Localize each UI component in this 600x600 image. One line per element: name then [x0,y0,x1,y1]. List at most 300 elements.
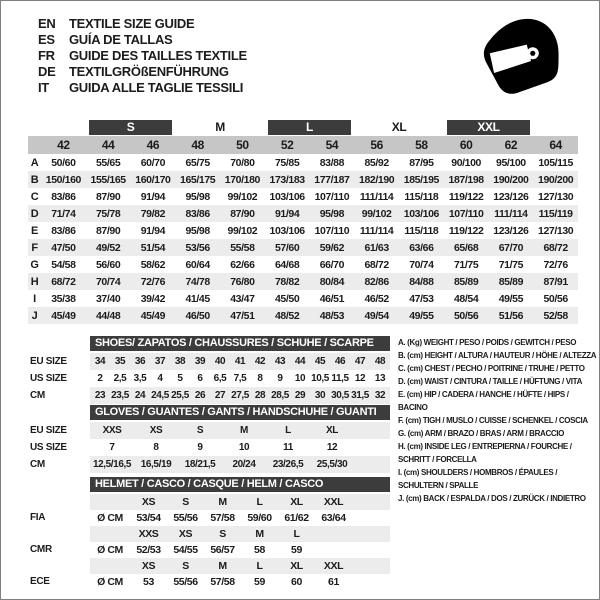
measure-cell: 70/80 [230,156,255,169]
measure-cell: 87/90 [95,190,121,203]
gloves-cell: 9 [197,442,203,453]
measure-cell: 75/85 [274,156,300,169]
language-row-en [38,16,247,32]
measure-cell: 68/72 [364,258,389,271]
shoes-cell: 38 [174,356,186,367]
legend-item: B. (cm) HEIGHT / ALTURA / HAUTEUR / HÖHE / ALTEZZA [398,351,597,360]
measure-cell: 107/110 [448,207,484,220]
helmet-cell: S [182,496,189,508]
measure-cell: 182/190 [359,173,395,186]
language-row-de [38,64,247,80]
measure-cell: 50/56 [543,292,568,305]
measure-cell: 60/70 [140,156,166,169]
measure-cell: 68/72 [51,275,76,288]
shoes-cell: 35 [114,356,126,367]
helmet-cell: XL [290,560,303,572]
filler-cell [352,494,390,510]
shoes-cell: 47 [354,356,366,367]
measure-cell: 50/60 [51,156,76,169]
shoes-cell: 13 [374,373,386,384]
measure-cell: 85/89 [453,275,479,288]
gloves-row [90,456,390,473]
measure-cell: 46/52 [364,292,389,305]
shoes-cell: 41 [234,356,246,367]
filler-cell [352,510,390,526]
diameter-cm-label: Ø CM [97,576,123,588]
shoes-cell: 3,5 [133,373,147,384]
shoes-row-label: EU SIZE [30,356,67,367]
measure-cell: 127/130 [538,224,574,237]
measure-cell: 127/130 [538,190,574,203]
gloves-cell: 16,5/19 [140,459,172,470]
measure-cell: 107/110 [314,224,350,237]
row-letter: A [30,156,39,169]
helmet-cell: 54/55 [173,544,198,556]
size-header-cell: 62 [504,138,518,152]
size-group-cell [444,120,534,136]
row-letter: C [30,190,39,203]
helmet-row-label [30,526,90,542]
shoes-cell: 5 [177,373,183,384]
measure-cell: 44/48 [95,309,121,322]
measure-cell: 185/195 [403,173,439,186]
filler-cell [354,422,390,439]
helmet-cell: 60 [291,576,302,588]
shoes-cell: 36 [134,356,146,367]
measure-cell: 67/70 [498,241,524,254]
helmet-cell: 59 [254,576,265,588]
measure-cell: 84/88 [409,275,434,288]
measure-cell: 45/49 [51,309,76,322]
measure-cell: 72/76 [543,258,568,271]
shoes-cell: 11,5 [331,373,349,384]
row-letter: E [31,224,38,237]
helmet-cell: 52/53 [136,544,161,556]
shoes-cell: 26 [194,390,206,401]
measure-cell: 51/56 [498,309,524,322]
measure-cell: 71/74 [51,207,76,220]
shoes-cell: 28,5 [271,390,289,401]
measure-cell: 58/62 [140,258,166,271]
measure-cell: 103/106 [269,224,305,237]
measure-cell: 59/62 [319,241,345,254]
helmet-cell: L [256,560,263,572]
measure-cell: 62/66 [230,258,255,271]
size-header-cell: 46 [146,138,160,152]
measure-cell: 85/92 [364,156,389,169]
shoes-row [90,387,390,404]
measure-cell: 87/91 [543,275,568,288]
shoes-section [30,336,390,404]
language-row-es [38,32,247,48]
size-header-cell: 58 [415,138,428,152]
size-header-cell: 56 [370,138,383,152]
helmet-cell: L [256,496,263,508]
size-group-cell [265,120,355,136]
measure-row-e [28,222,578,239]
gloves-cell: XXS [102,425,122,436]
shoes-cell: 40 [214,356,226,367]
helmet-row [90,510,390,526]
measure-cell: 85/89 [498,275,524,288]
helmet-row-label: CMR [30,544,52,555]
helmet-cell: XS [141,560,156,572]
gloves-cell: 7 [109,442,115,453]
helmet-row-labels [30,477,90,590]
shoes-cell: 23 [94,390,106,401]
measure-row-g [28,256,578,273]
gloves-cell: 11 [283,442,293,453]
measure-cell: 41/45 [185,292,210,305]
filler-cell [352,574,390,590]
measure-cell: 52/58 [543,309,568,322]
measure-cell: 49/55 [498,292,524,305]
size-group-label-xl: XL [391,120,407,134]
textile-size-table [28,120,578,324]
shoes-cell: 6,5 [213,373,227,384]
helmet-cell: 57/58 [210,576,235,588]
helmet-row [90,494,390,510]
gloves-row [90,422,390,439]
shoes-cell: 7,5 [233,373,247,384]
measure-row-a [28,154,578,171]
measure-cell: 47/53 [409,292,434,305]
size-group-label-m: M [215,120,225,134]
helmet-cell: 61 [328,576,339,588]
legend-item: I. (cm) SHOULDERS / HOMBROS / ÉPAULES / SCHULTERN / SPALLE [398,468,558,490]
measure-cell: 111/114 [359,190,394,203]
measure-cell: 187/198 [448,173,484,186]
measure-cell: 68/72 [543,241,568,254]
helmet-cell: XXL [323,560,344,572]
measure-cell: 123/126 [493,190,529,203]
shoes-cell: 45 [314,356,326,367]
measure-cell: 83/86 [185,207,210,220]
row-letter: J [31,309,38,322]
measure-cell: 55/58 [230,241,255,254]
gloves-cell: 18/21,5 [184,459,216,470]
helmet-cell: 56/57 [210,544,235,556]
row-letter: D [30,207,39,220]
helmet-cell [315,542,352,558]
shoes-row [90,370,390,387]
row-letter: H [30,275,39,288]
gloves-cell: 10 [238,442,250,453]
measure-cell: 35/38 [51,292,76,305]
measure-cell: 83/88 [319,156,345,169]
helmet-section [30,477,390,590]
measure-cell: 39/42 [140,292,166,305]
legend-item: J. (cm) BACK / ESPALDA / DOS / ZURÜCK / INDIETRO [398,494,586,503]
shoes-cell: 24,5 [151,390,169,401]
helmet-cell: L [293,528,300,540]
measure-cell: 50/56 [453,309,479,322]
measure-cell: 49/52 [95,241,121,254]
shoes-cell: 46 [334,356,346,367]
gloves-cell: 23/26,5 [272,459,304,470]
measure-cell: 95/98 [185,224,210,237]
helmet-row-label: ECE [30,576,50,587]
language-title: GUIDE DES TAILLES TEXTILE [69,48,247,63]
measure-cell: 61/63 [364,241,389,254]
measure-row-d [28,205,578,222]
helmet-icon [476,12,562,98]
size-header-cell: 54 [325,138,339,152]
measure-cell: 46/51 [319,292,345,305]
helmet-cell: S [219,528,226,540]
shoes-cell: 12 [354,373,366,384]
gloves-row-label: CM [30,459,45,470]
measure-cell: 91/94 [140,190,166,203]
shoes-cell: 25,5 [171,390,189,401]
gloves-cell: L [285,425,291,436]
legend-item: H. (cm) INSIDE LEG / ENTREPIERNA / FOURCHE / SCHRITT / FORCELLA [398,442,572,464]
shoes-cell: 2,5 [113,373,127,384]
measure-cell: 53/56 [185,241,210,254]
measure-row-i [28,290,578,307]
shoes-cell: 39 [194,356,206,367]
size-group-label-l: L [268,120,352,135]
measure-cell: 95/98 [319,207,345,220]
helmet-section-title: HELMET / CASCO / CASQUE / HELM / CASCO [90,477,390,492]
legend-list [398,336,598,505]
legend-item: D. (cm) WAIST / CINTURA / TAILLE / HÜFTUNG / VITA [398,377,583,386]
measure-cell: 115/119 [538,207,573,220]
helmet-row [90,526,390,542]
measure-cell: 43/47 [230,292,255,305]
measure-cell: 103/106 [403,207,439,220]
diameter-cm-label: Ø CM [97,512,123,524]
diameter-cm-label: Ø CM [97,544,123,556]
gloves-cell: XS [149,425,163,436]
measure-cell: 64/68 [274,258,300,271]
diameter-cm-label [90,494,130,510]
measure-cell: 111/114 [494,207,528,220]
measure-cell: 75/78 [95,207,121,220]
measure-cell: 99/102 [227,190,258,203]
helmet-cell: 53/54 [136,512,161,524]
shoes-row-labels [30,336,90,404]
shoes-cell: 6 [197,373,203,384]
measure-cell: 51/54 [140,241,166,254]
shoes-cell: 8 [257,373,263,384]
measure-cell: 78/82 [274,275,300,288]
gloves-cell: M [240,425,248,436]
helmet-table [90,494,390,590]
measure-cell: 56/60 [95,258,121,271]
helmet-cell: 53 [143,576,154,588]
measure-cell: 123/126 [493,224,529,237]
shoes-cell: 28 [254,390,266,401]
language-code: DE [38,64,56,79]
measure-cell: 119/122 [448,190,484,203]
gloves-section-title: GLOVES / GUANTES / GANTS / HANDSCHUHE / GUANTI [90,405,390,420]
gloves-cell: 12,5/16,5 [92,459,132,470]
gloves-cell: S [196,425,204,436]
language-title: GUÍA DE TALLAS [69,32,173,47]
measure-cell: 82/86 [364,275,389,288]
shoes-section-title: SHOES/ ZAPATOS / CHAUSSURES / SCHUHE / SCARPE [90,336,390,351]
measure-cell: 76/80 [230,275,255,288]
gloves-table [90,422,390,473]
gloves-row-label: US SIZE [30,442,67,453]
shoes-table [90,353,390,404]
measure-cell: 63/66 [409,241,434,254]
legend-item: C. (cm) CHEST / PECHO / POITRINE / TRUHE / PETTO [398,364,585,373]
shoes-cell: 27,5 [231,390,249,401]
shoes-cell: 31,5 [351,390,369,401]
measure-cell: 99/102 [227,224,258,237]
measure-cell: 87/90 [230,207,255,220]
size-header-cell: 52 [280,138,294,152]
size-header-cell: 64 [549,138,562,152]
shoes-cell: 24 [134,390,146,401]
size-group-label-s: S [89,120,173,135]
helmet-cell: 55/56 [173,512,198,524]
measure-cell: 70/74 [409,258,434,271]
language-code: FR [38,48,55,63]
measure-cell: 72/76 [140,275,166,288]
measure-row-b [28,171,578,188]
language-row-it [38,80,247,96]
gloves-section [30,405,390,473]
measure-cell: 103/106 [269,190,305,203]
measure-cell: 71/75 [498,258,524,271]
size-group-row [28,120,578,136]
legend-item: E. (cm) HIP / CADERA / HANCHE / HÜFTE / HIPS / BACINO [398,390,569,412]
legend-item: G. (cm) ARM / BRAZO / BRAS / ARM / BRACCIO [398,429,565,438]
measure-cell: 48/54 [453,292,479,305]
row-letter: F [31,241,38,254]
language-code: ES [38,32,55,47]
helmet-cell: XS [141,496,156,508]
measure-cell: 87/95 [409,156,434,169]
measure-cell: 57/60 [274,241,300,254]
measure-cell: 119/122 [448,224,484,237]
shoes-cell: 43 [274,356,286,367]
measure-cell: 47/51 [230,309,255,322]
measure-cell: 190/200 [493,173,529,186]
row-letter: G [30,258,39,271]
measure-cell: 115/118 [404,190,439,203]
measure-cell: 60/64 [185,258,210,271]
measure-cell: 155/165 [90,173,126,186]
measure-cell: 37/40 [95,292,121,305]
measure-cell: 65/68 [453,241,479,254]
measure-cell: 107/110 [314,190,350,203]
measure-row-c [28,188,578,205]
group-spacer [28,120,86,136]
shoes-cell: 10,5 [311,373,329,384]
measure-cell: 177/187 [314,173,350,186]
helmet-cell: XL [290,496,303,508]
shoes-cell: 23,5 [111,390,129,401]
filler-cell [352,542,390,558]
measure-cell: 95/100 [496,156,526,169]
language-title: TEXTILGRÖßENFÜHRUNG [69,64,229,79]
measure-cell: 105/115 [538,156,573,169]
measure-row-h [28,273,578,290]
filler-cell [352,526,390,542]
measure-cell: 150/160 [45,173,81,186]
gloves-row-labels [30,405,90,473]
measure-row-j [28,307,578,324]
size-group-cell [175,120,265,136]
gloves-cell: 12 [326,442,338,453]
helmet-cell: XXS [138,528,159,540]
legend-item: F. (cm) TIGH / MUSLO / CUISSE / SCHENKEL / COSCIA [398,416,588,425]
legend-item: A. (Kg) WEIGHT / PESO / POIDS / GEWITCH / PESO [398,338,577,347]
measure-cell: 173/183 [269,173,305,186]
helmet-cell: XXL [323,496,344,508]
row-letter: B [30,173,39,186]
helmet-cell: 58 [254,544,265,556]
size-group-cell [86,120,176,136]
measure-cell: 190/200 [538,173,574,186]
size-header-cell: 50 [236,138,249,152]
helmet-cell: M [218,496,227,508]
measure-cell: 55/65 [95,156,121,169]
measure-cell: 99/102 [361,207,392,220]
language-header [38,16,247,96]
measure-cell: 54/58 [51,258,76,271]
helmet-cell: 61/62 [284,512,309,524]
diameter-cm-label [90,526,130,542]
measure-cell: 45/49 [140,309,166,322]
size-header-cell: 48 [191,138,204,152]
language-code: IT [38,80,49,95]
size-group-label-xxl: XXL [447,120,531,135]
shoes-cell: 42 [254,356,266,367]
measure-cell: 74/78 [185,275,210,288]
measure-cell: 87/90 [95,224,121,237]
measure-cell: 91/94 [140,224,166,237]
measure-cell: 91/94 [274,207,300,220]
measure-row-f [28,239,578,256]
gloves-cell: 20/24 [232,459,256,470]
helmet-row [90,574,390,590]
language-title: GUIDA ALLE TAGLIE TESSILI [69,80,244,95]
measure-cell: 49/55 [409,309,434,322]
measure-cell: 66/70 [319,258,345,271]
shoes-cell: 30 [314,390,326,401]
shoes-cell: 10 [294,373,306,384]
measure-cell: 83/86 [51,190,76,203]
helmet-cell: 59 [291,544,302,556]
language-code: EN [38,16,56,31]
size-header-cell: 60 [459,138,473,152]
shoes-cell: 30,5 [331,390,349,401]
measure-cell: 47/50 [51,241,76,254]
shoes-cell: 34 [94,356,106,367]
measure-cell: 49/54 [364,309,389,322]
measure-cell: 48/52 [274,309,300,322]
measure-cell: 79/82 [140,207,166,220]
measure-cell: 165/175 [180,173,216,186]
sizes-spacer [28,136,41,154]
row-letter: I [33,292,36,305]
gloves-row-label: EU SIZE [30,425,67,436]
helmet-cell [315,526,352,542]
shoes-cell: 44 [294,356,306,367]
shoes-row [90,353,390,370]
helmet-cell: S [182,560,189,572]
helmet-cell: 55/56 [173,576,198,588]
helmet-row-label [30,494,90,510]
shoes-row-label: US SIZE [30,373,67,384]
measure-cell: 45/50 [274,292,300,305]
shoes-cell: 48 [374,356,386,367]
